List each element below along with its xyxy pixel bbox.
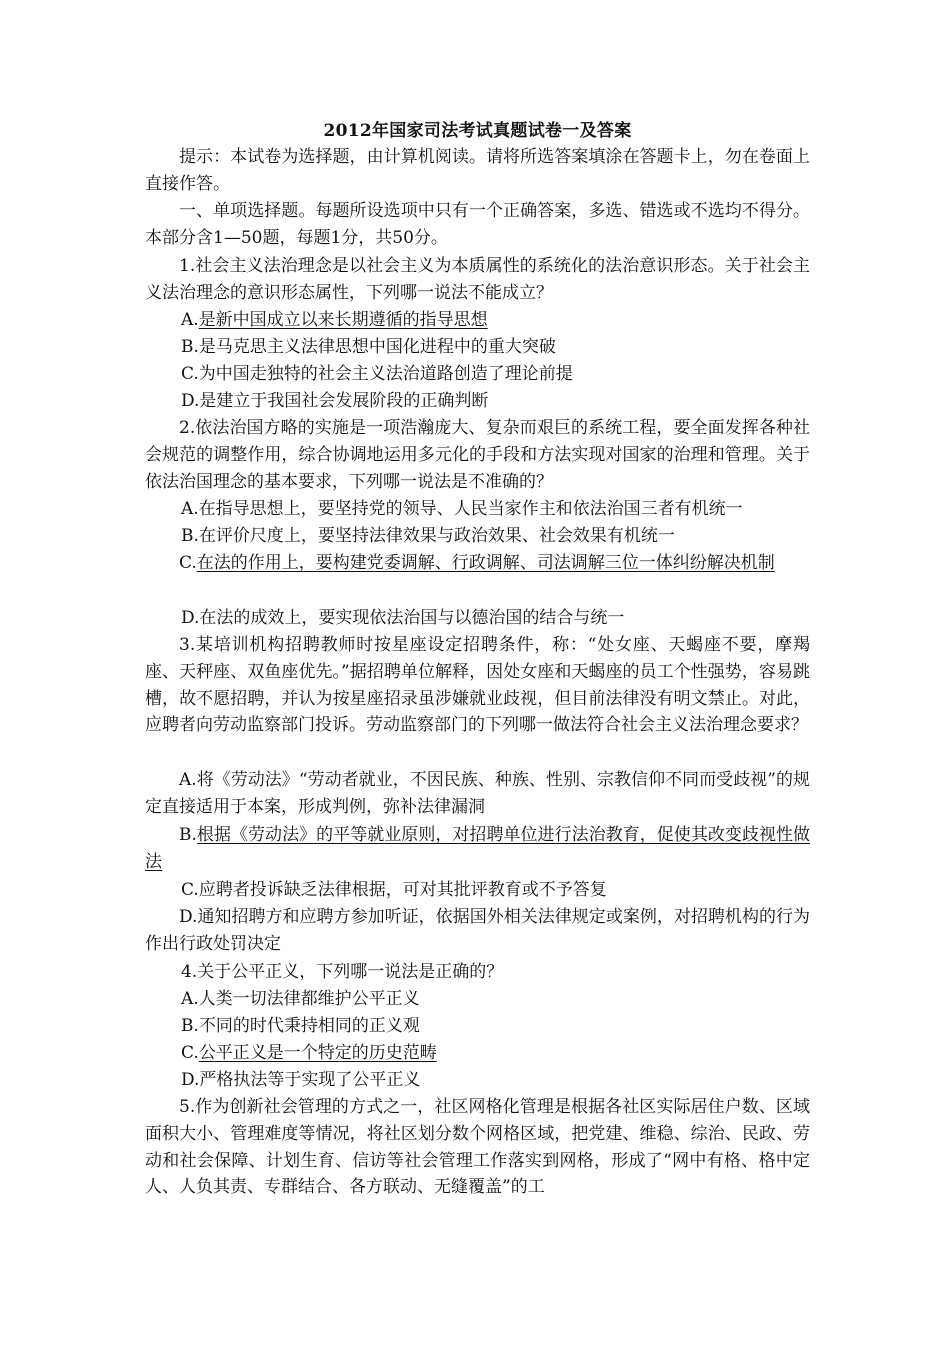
correct-answer-text: 公平正义是一个特定的历史范畴 bbox=[198, 1043, 437, 1063]
question-3-option-b bbox=[145, 822, 810, 876]
option-label: C. bbox=[181, 1043, 199, 1063]
correct-answer-text: 在法的作用上，要构建党委调解、行政调解、司法调解三位一体纠纷解决机制 bbox=[196, 553, 775, 573]
exam-notice: 提示：本试卷为选择题，由计算机阅读。请将所选答案填涂在答题卡上，勿在卷面上直接作答。 bbox=[145, 147, 810, 194]
correct-answer-text: 根据《劳动法》的平等就业原则，对招聘单位进行法治教育，促使其改变歧视性做法 bbox=[145, 825, 810, 872]
document-title: 2012年国家司法考试真题试卷一及答案 bbox=[323, 121, 632, 141]
question-4-option-a: A.人类一切法律都维护公平正义 bbox=[181, 989, 420, 1009]
question-2-stem: 2.依法治国方略的实施是一项浩瀚庞大、复杂而艰巨的系统工程，要全面发挥各种社会规范的调整作用，综合协调地运用多元化的手段和方法实现对国家的治理和管理。关于依法治国理念的基本要求，下列哪一说法是不准确的？ bbox=[145, 418, 810, 492]
question-2-option-d: D.在法的成效上，要实现依法治国与以德治国的结合与统一 bbox=[181, 608, 625, 628]
question-2-option-a: A.在指导思想上，要坚持党的领导、人民当家作主和依法治国三者有机统一 bbox=[181, 499, 743, 519]
question-1-stem: 1.社会主义法治理念是以社会主义为本质属性的系统化的法治意识形态。关于社会主义法治理念的意识形态属性，下列哪一说法不能成立？ bbox=[145, 256, 810, 303]
question-3-stem: 3.某培训机构招聘教师时按星座设定招聘条件，称：“处女座、天蝎座不要，摩羯座、天秤座、双鱼座优先。”据招聘单位解释，因处女座和天蝎座的员工个性强势，容易跳槽，故不愿招聘，并认为按星座招录虽涉嫌就业歧视，但目前法律没有明文禁止。对此，应聘者向劳动监察部门投诉。劳动监察部门的下列哪一做法符合社会主义法治理念要求？ bbox=[145, 635, 810, 736]
question-4-option-b: B.不同的时代秉持相同的正义观 bbox=[181, 1016, 420, 1036]
option-label: B. bbox=[179, 825, 197, 845]
question-3-option-d: D.通知招聘方和应聘方参加听证，依据国外相关法律规定或案例，对招聘机构的行为作出行政处罚决定 bbox=[145, 907, 810, 954]
question-2-option-b: B.在评价尺度上，要坚持法律效果与政治效果、社会效果有机统一 bbox=[181, 526, 675, 546]
option-label: A. bbox=[181, 310, 199, 330]
question-1-option-b: B.是马克思主义法律思想中国化进程中的重大突破 bbox=[181, 337, 556, 357]
question-4-option-d: D.严格执法等于实现了公平正义 bbox=[181, 1070, 421, 1090]
question-1-option-c: C.为中国走独特的社会主义法治道路创造了理论前提 bbox=[181, 364, 573, 384]
correct-answer-text: 是新中国成立以来长期遵循的指导思想 bbox=[198, 310, 488, 330]
question-1-option-d: D.是建立于我国社会发展阶段的正确判断 bbox=[181, 391, 489, 411]
question-2-option-c bbox=[145, 550, 810, 577]
question-3-option-a: A.将《劳动法》“劳动者就业，不因民族、种族、性别、宗教信仰不同而受歧视”的规定直接适用于本案，形成判例，弥补法律漏洞 bbox=[145, 770, 810, 817]
question-4-stem: 4.关于公平正义，下列哪一说法是正确的？ bbox=[181, 962, 504, 982]
section-intro: 一、单项选择题。每题所设选项中只有一个正确答案，多选、错选或不选均不得分。本部分含1—50题，每题1分，共50分。 bbox=[145, 201, 810, 248]
question-5-stem: 5.作为创新社会管理的方式之一，社区网格化管理是根据各社区实际居住户数、区域面积大小、管理难度等情况，将社区划分数个网格区域，把党建、维稳、综治、民政、劳动和社会保障、计划生育、信访等社会管理工作落实到网格，形成了“网中有格、格中定人、人负其责、专群结合、各方联动、无缝覆盖”的工 bbox=[145, 1097, 810, 1198]
question-1-option-a bbox=[145, 307, 810, 334]
question-4-option-c bbox=[145, 1040, 810, 1067]
question-3-option-c: C.应聘者投诉缺乏法律根据，可对其批评教育或不予答复 bbox=[181, 880, 607, 900]
option-label: C. bbox=[179, 553, 197, 573]
